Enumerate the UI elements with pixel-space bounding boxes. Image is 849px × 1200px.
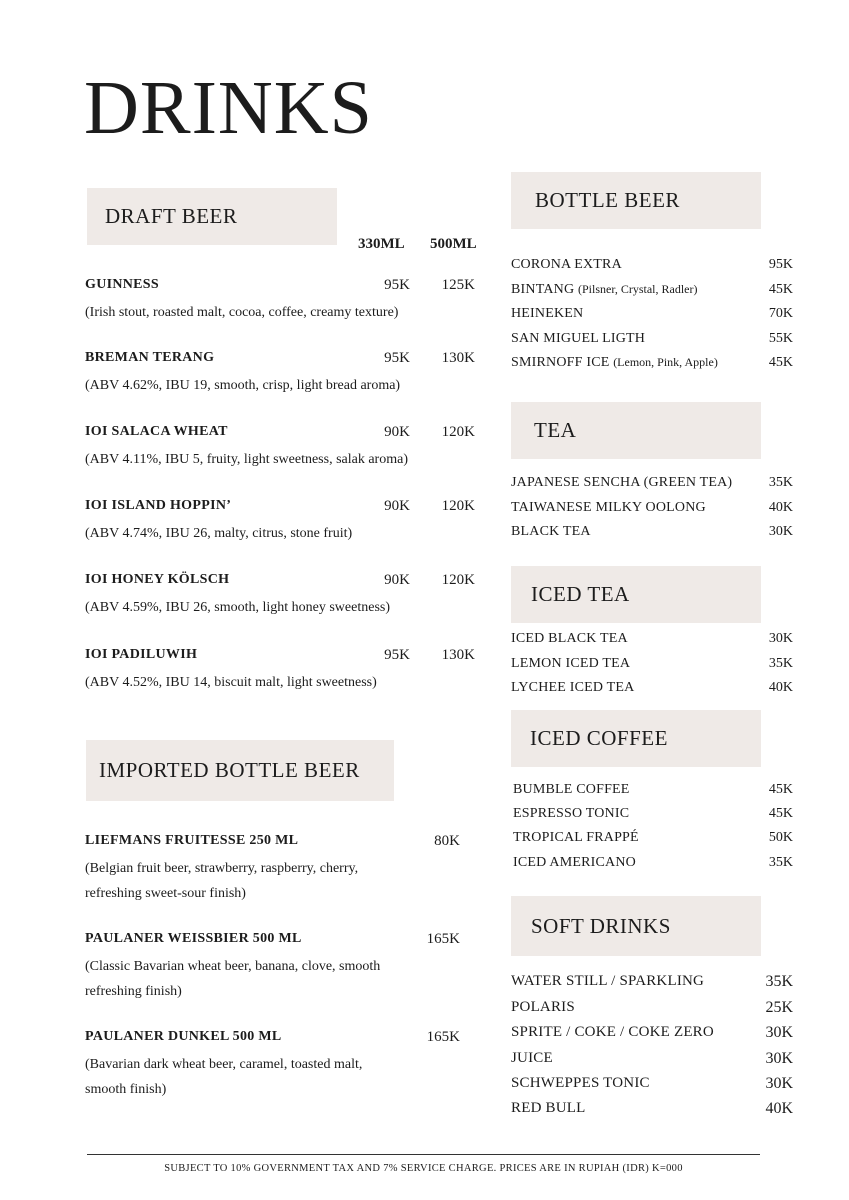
- item-description: (ABV 4.11%, IBU 5, fruity, light sweetness, salak aroma): [85, 452, 408, 467]
- item-description: (Bavarian dark wheat beer, caramel, toasted malt, smooth finish): [85, 1057, 363, 1097]
- section-bottle-beer: [511, 172, 761, 229]
- item-description: (Irish stout, roasted malt, cocoa, coffee, creamy texture): [85, 305, 399, 320]
- price-500ml: 130K: [441, 647, 475, 663]
- list-item: [513, 782, 793, 804]
- item-name: LYCHEE ICED TEA: [511, 680, 635, 695]
- list-item: [511, 1050, 793, 1072]
- list-item: [511, 999, 793, 1021]
- item-name: SPRITE / COKE / COKE ZERO: [511, 1024, 714, 1040]
- item-name: SAN MIGUEL LIGTH: [511, 331, 646, 346]
- footer-divider: [87, 1154, 760, 1155]
- price-330ml: 90K: [384, 498, 410, 514]
- section-iced-coffee: [511, 710, 761, 767]
- item-name: IOI HONEY KÖLSCH: [85, 572, 230, 587]
- item-price: 45K: [768, 782, 793, 797]
- item-price: 45K: [768, 806, 793, 821]
- item-name: ICED BLACK TEA: [511, 631, 628, 646]
- list-item: [511, 355, 793, 377]
- item-description: (Belgian fruit beer, strawberry, raspberry, cherry, refreshing sweet-sour finish): [85, 861, 359, 901]
- item-price: 50K: [768, 830, 793, 845]
- item-name: HEINEKEN: [511, 306, 584, 321]
- section-heading: SOFT DRINKS: [531, 913, 671, 938]
- item-name: TROPICAL FRAPPÉ: [513, 830, 639, 845]
- item-description: (ABV 4.52%, IBU 14, biscuit malt, light sweetness): [85, 675, 377, 690]
- list-item: [511, 282, 793, 304]
- item-price: 35K: [768, 656, 793, 671]
- item-price: 55K: [768, 331, 793, 346]
- item-description: (ABV 4.59%, IBU 26, smooth, light honey sweetness): [85, 600, 390, 615]
- price-330ml: 95K: [384, 647, 410, 663]
- item-note: (Pilsner, Crystal, Radler): [577, 282, 698, 296]
- section-draft-beer: [87, 188, 337, 245]
- item-price: 30K: [768, 631, 793, 646]
- footer-note: SUBJECT TO 10% GOVERNMENT TAX AND 7% SERVICE CHARGE. PRICES ARE IN RUPIAH (IDR) K=000: [164, 1163, 683, 1174]
- list-item: [511, 973, 793, 995]
- item-name: BLACK TEA: [511, 524, 591, 539]
- section-heading: ICED COFFEE: [530, 726, 668, 750]
- section-heading: BOTTLE BEER: [535, 188, 680, 212]
- item-price: 40K: [768, 680, 793, 695]
- item-price: 25K: [765, 999, 793, 1016]
- price-500ml: 120K: [441, 424, 475, 440]
- list-item: [511, 524, 793, 546]
- item-price: 30K: [768, 524, 793, 539]
- list-item: [513, 806, 793, 828]
- section-heading: IMPORTED BOTTLE BEER: [99, 758, 360, 782]
- item-price: 95K: [768, 257, 793, 272]
- item-price: 30K: [765, 1075, 793, 1092]
- item-price: 30K: [765, 1024, 793, 1041]
- item-name: WATER STILL / SPARKLING: [511, 973, 705, 989]
- item-price: 40K: [768, 500, 793, 515]
- item-price: 35K: [768, 475, 793, 490]
- price-500ml: 120K: [441, 498, 475, 514]
- item-name: ICED AMERICANO: [513, 855, 636, 870]
- list-item: [511, 656, 793, 678]
- item-price: 40K: [765, 1100, 793, 1117]
- section-heading: TEA: [534, 418, 577, 442]
- item-price: 80K: [434, 833, 460, 849]
- item-name: IOI SALACA WHEAT: [85, 424, 228, 439]
- section-heading: DRAFT BEER: [105, 204, 238, 228]
- price-500ml: 125K: [441, 277, 475, 293]
- item-description: (ABV 4.74%, IBU 26, malty, citrus, stone fruit): [85, 526, 353, 541]
- item-name: PAULANER WEISSBIER 500 ML: [85, 931, 302, 946]
- list-item: [513, 855, 793, 877]
- section-heading: ICED TEA: [531, 582, 630, 606]
- item-description: (Classic Bavarian wheat beer, banana, clove, smooth refreshing finish): [85, 959, 381, 999]
- list-item: [511, 1024, 793, 1046]
- price-330ml: 90K: [384, 572, 410, 588]
- item-name: BREMAN TERANG: [85, 350, 215, 365]
- item-price: 165K: [426, 931, 460, 947]
- price-330ml: 95K: [384, 350, 410, 366]
- item-price: 165K: [426, 1029, 460, 1045]
- item-name: IOI ISLAND HOPPIN’: [85, 498, 232, 513]
- list-item: [511, 1075, 793, 1097]
- item-name: BINTANG (Pilsner, Crystal, Radler): [511, 282, 698, 297]
- item-name: LIEFMANS FRUITESSE 250 ML: [85, 833, 299, 848]
- list-item: [511, 331, 793, 353]
- price-330ml: 95K: [384, 277, 410, 293]
- list-item: [513, 830, 793, 852]
- item-price: 70K: [768, 306, 793, 321]
- column-330ml: 330ML: [358, 236, 405, 252]
- item-name: RED BULL: [511, 1100, 586, 1116]
- list-item: [511, 257, 793, 279]
- item-name: ESPRESSO TONIC: [513, 806, 630, 821]
- item-price: 35K: [768, 855, 793, 870]
- list-item: [511, 680, 793, 702]
- item-price: 45K: [768, 355, 793, 370]
- item-name: JAPANESE SENCHA (GREEN TEA): [511, 475, 733, 490]
- price-500ml: 130K: [441, 350, 475, 366]
- item-name: SMIRNOFF ICE (Lemon, Pink, Apple): [511, 355, 718, 370]
- price-500ml: 120K: [441, 572, 475, 588]
- item-name: SCHWEPPES TONIC: [511, 1075, 650, 1091]
- page-title: DRINKS: [84, 66, 373, 150]
- list-item: [511, 500, 793, 522]
- section-iced-tea: [511, 566, 761, 623]
- list-item: [511, 306, 793, 328]
- section-imported-bottle-beer: [86, 740, 394, 801]
- item-name: JUICE: [511, 1050, 553, 1066]
- item-name: BUMBLE COFFEE: [513, 782, 630, 797]
- section-tea: [511, 402, 761, 459]
- item-note: (Lemon, Pink, Apple): [613, 355, 718, 369]
- item-price: 35K: [765, 973, 793, 990]
- item-name: IOI PADILUWIH: [85, 647, 198, 662]
- item-name: TAIWANESE MILKY OOLONG: [511, 500, 706, 515]
- item-name: GUINNESS: [85, 277, 159, 292]
- item-name: LEMON ICED TEA: [511, 656, 631, 671]
- list-item: [511, 1100, 793, 1122]
- item-name: PAULANER DUNKEL 500 ML: [85, 1029, 282, 1044]
- item-description: (ABV 4.62%, IBU 19, smooth, crisp, light bread aroma): [85, 378, 401, 393]
- list-item: [511, 631, 793, 653]
- price-330ml: 90K: [384, 424, 410, 440]
- item-name: CORONA EXTRA: [511, 257, 622, 272]
- item-price: 45K: [768, 282, 793, 297]
- list-item: [511, 475, 793, 497]
- item-price: 30K: [765, 1050, 793, 1067]
- column-500ml: 500ML: [430, 236, 477, 252]
- section-soft-drinks: [511, 896, 761, 956]
- item-name: POLARIS: [511, 999, 575, 1015]
